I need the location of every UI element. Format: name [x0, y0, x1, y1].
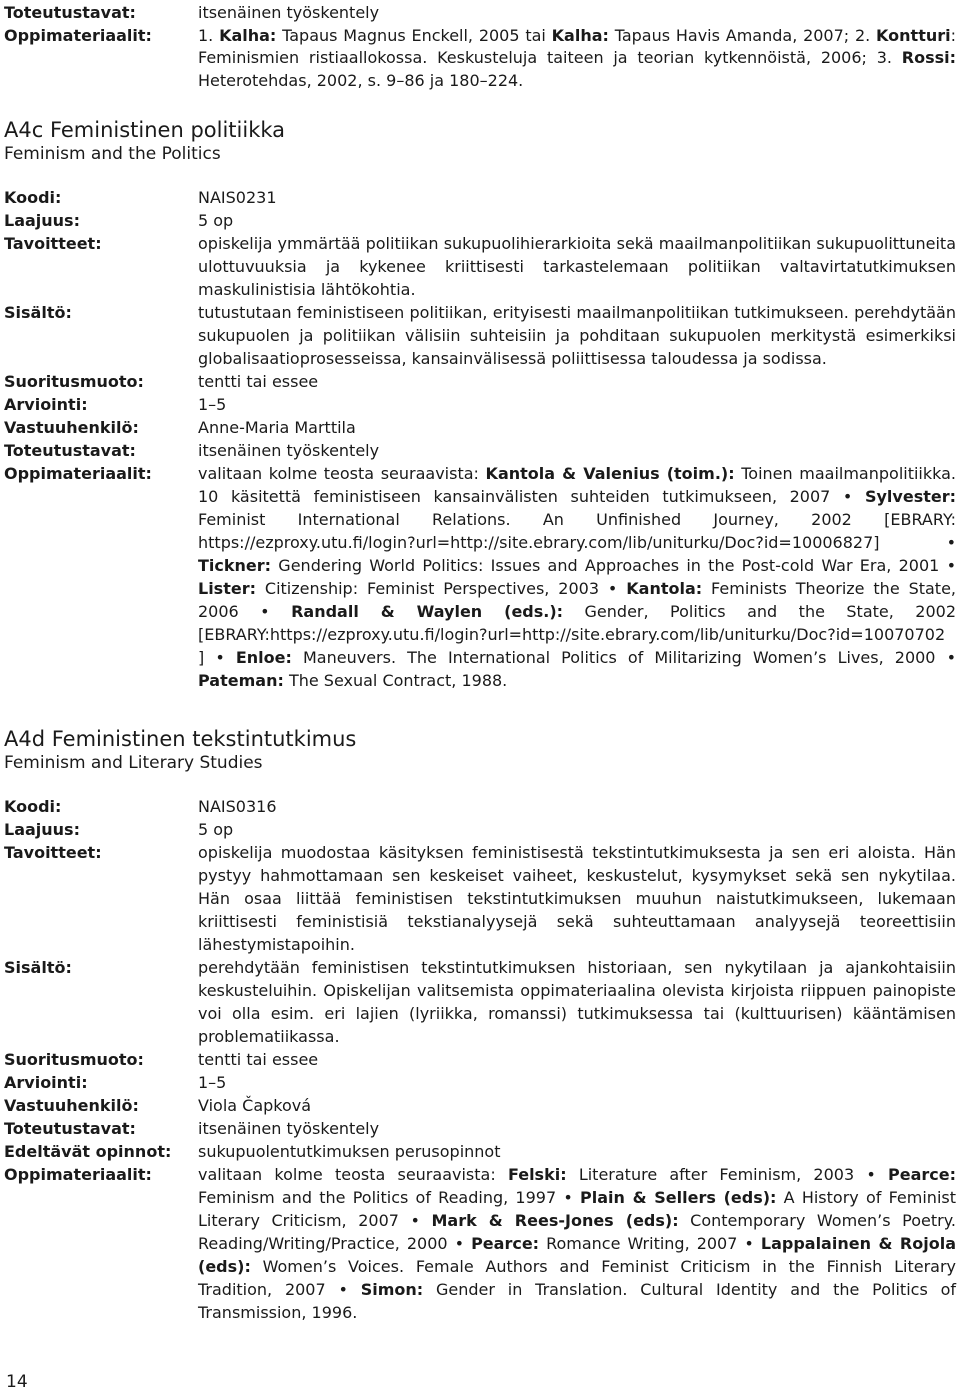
field-value: [198, 2, 956, 25]
field-label: Vastuuhenkilö:: [4, 418, 139, 437]
author-name: Lappalainen & Rojola (eds):: [198, 1234, 956, 1276]
text-run: Tapaus Magnus Enckell, 2005 tai: [276, 25, 552, 45]
field-label: Tavoitteet:: [4, 843, 102, 862]
field-value: [198, 393, 956, 416]
course-subtitle: Feminism and Literary Studies: [4, 753, 263, 773]
field-label: Edeltävät opinnot:: [4, 1142, 172, 1161]
field-label: Arviointi:: [4, 395, 88, 414]
text-run: itsenäinen työskentely: [198, 441, 380, 460]
text-run: 1.: [198, 25, 220, 45]
field-value: [198, 25, 956, 93]
page-number: 14: [6, 1372, 28, 1392]
text-run: Gender in Translation. Cultural Identity and the Politics of Transmission, 1996.: [198, 1280, 957, 1322]
field-label: Sisältö:: [4, 958, 72, 977]
text-run: Feminist International Relations. An Unfinished Journey, 2002 [EBRARY: https://ezproxy.utu.fi/login?url=http://site.ebrary.com/lib/uniturku/Doc?id=10006827] •: [198, 510, 956, 552]
text-run: perehdytään feministisen tekstintutkimuksen historiaan, sen nykytilaan ja ajankohtaisiin keskusteluihin. Opiskelijan valitsemista oppimateriaalina olevista kirjoista riippuen painopiste voi olla esim. eri lajien (lyriikka, romanssi) tutkimuksessa tai (kulttuurisen) kääntämisen problematiikassa.: [198, 958, 956, 1046]
text-run: Gendering World Politics: Issues and Approaches in the Post-cold War Era, 2001 •: [271, 556, 956, 575]
text-run: valitaan kolme teosta seuraavista:: [198, 1165, 508, 1184]
text-run: 1–5: [198, 395, 227, 414]
text-run: Anne-Maria Marttila: [198, 418, 356, 437]
field-row: [4, 393, 956, 416]
author-name: Rossi:: [901, 48, 956, 67]
field-value: [198, 956, 956, 1048]
text-run: NAIS0316: [198, 797, 277, 816]
text-run: NAIS0231: [198, 188, 277, 207]
field-label: Suoritusmuoto:: [4, 1050, 144, 1069]
text-run: opiskelija muodostaa käsityksen feministisestä tekstintutkimuksesta ja sen eri aloista. Hän pystyy hahmottamaan sen keskeiset vaiheet, keskustelut, kysymykset sekä sen nykytilaa. Hän osaa liittää feministisen tekstintutkimuksen muuhun naistutkimukseen, lukemaan kriittisesti feministisiä tekstianalyysejä sekä suhteuttamaan analyysejä teoreettisiin lähestymistapoihin.: [198, 843, 956, 954]
field-value: [198, 1094, 956, 1117]
field-row: [4, 2, 956, 25]
field-label: Toteutustavat:: [4, 1119, 136, 1138]
author-name: Kontturi: [876, 25, 951, 45]
field-row: [4, 1163, 956, 1324]
previous-course-tail: [4, 2, 956, 92]
author-name: Kalha:: [551, 25, 609, 45]
text-run: Feminism and the Politics of Reading, 1997 •: [198, 1188, 581, 1207]
field-row: [4, 818, 956, 841]
text-run: : Feminismien ristiaallokossa. Keskusteluja taiteen ja teorian kytkennöistä, 2006; 3.: [198, 25, 956, 67]
course-subtitle: Feminism and the Politics: [4, 144, 221, 164]
text-run: 5 op: [198, 211, 234, 230]
text-run: tentti tai essee: [198, 372, 319, 391]
field-value: [198, 370, 956, 393]
field-value: [198, 209, 956, 232]
field-value: [198, 818, 956, 841]
field-row: [4, 232, 956, 301]
field-label: Laajuus:: [4, 820, 80, 839]
text-run: opiskelija ymmärtää politiikan sukupuolihierarkioita sekä maailmanpolitiikan sukupuolittuneita ulottuvuuksia ja kykenee kriittisesti tarkastelemaan politiikan valtavirtatutkimuksen maskulinistisia lähtökohtia.: [198, 234, 956, 299]
text-run: The Sexual Contract, 1988.: [283, 671, 508, 690]
text-run: A History of Feminist Literary Criticism, 2007 •: [198, 1188, 956, 1230]
text-run: Literature after Feminism, 2003 •: [566, 1165, 889, 1184]
author-name: Pearce:: [471, 1234, 540, 1253]
field-value: [198, 1071, 956, 1094]
text-run: Contemporary Women’s Poetry. Reading/Writing/Practice, 2000 •: [198, 1211, 956, 1253]
field-row: [4, 1094, 956, 1117]
field-value: [198, 416, 956, 439]
text-run: Maneuvers. The International Politics of Militarizing Women’s Lives, 2000 •: [291, 648, 957, 667]
field-row: [4, 439, 956, 462]
field-label: Oppimateriaalit:: [4, 464, 152, 483]
text-run: sukupuolentutkimuksen perusopinnot: [198, 1142, 501, 1161]
field-label: Arviointi:: [4, 1073, 88, 1092]
field-label: Vastuuhenkilö:: [4, 1096, 139, 1115]
author-name: Lister:: [198, 579, 256, 598]
text-run: Toinen maailmanpolitiikka. 10 käsitettä feministiseen kansainvälisten suhteiden tutkimukseen, 2007 •: [198, 464, 957, 506]
field-value: [198, 186, 956, 209]
author-name: Mark & Rees-Jones (eds):: [431, 1211, 679, 1230]
field-label: Oppimateriaalit:: [4, 25, 152, 45]
text-run: itsenäinen työskentely: [198, 3, 380, 22]
field-label: Laajuus:: [4, 211, 80, 230]
author-name: Plain & Sellers (eds):: [580, 1188, 777, 1207]
author-name: Kalha:: [219, 25, 277, 45]
author-name: Randall & Waylen (eds.):: [291, 602, 564, 621]
field-value: [198, 232, 956, 301]
field-label: Tavoitteet:: [4, 234, 102, 253]
course-title: A4c Feministinen politiikka: [4, 118, 286, 142]
author-name: Tickner:: [198, 556, 272, 575]
text-run: valitaan kolme teosta seuraavista:: [198, 464, 486, 483]
field-row: [4, 956, 956, 1048]
field-value: [198, 1117, 956, 1140]
field-row: [4, 1140, 956, 1163]
field-row: [4, 416, 956, 439]
author-name: Enloe:: [235, 648, 292, 667]
field-value: [198, 841, 956, 956]
field-value: [198, 301, 956, 370]
course-a4d: [4, 726, 956, 1324]
field-list: [4, 2, 956, 92]
field-row: [4, 1117, 956, 1140]
field-label: Suoritusmuoto:: [4, 372, 144, 391]
field-value: [198, 439, 956, 462]
field-value: [198, 462, 956, 692]
course-title: A4d Feministinen tekstintutkimus: [4, 727, 357, 751]
field-label: Koodi:: [4, 188, 62, 207]
field-value: [198, 1140, 956, 1163]
author-name: Felski:: [507, 1165, 567, 1184]
text-run: Feminists Theorize the State, 2006 •: [198, 579, 957, 621]
text-run: 5 op: [198, 820, 234, 839]
field-value: [198, 1163, 956, 1324]
field-label: Koodi:: [4, 797, 62, 816]
text-run: Gender, Politics and the State, 2002 [EBRARY:https://ezproxy.utu.fi/login?url=http://site.ebrary.com/lib/uniturku/Doc?id=10070702 ] •: [198, 602, 956, 667]
field-row: [4, 186, 956, 209]
text-run: 1–5: [198, 1073, 227, 1092]
field-label: Oppimateriaalit:: [4, 1165, 152, 1184]
text-run: itsenäinen työskentely: [198, 1119, 380, 1138]
text-run: Viola Čapková: [198, 1096, 312, 1115]
field-row: [4, 1048, 956, 1071]
text-run: Tapaus Havis Amanda, 2007; 2.: [608, 25, 877, 45]
text-run: Citizenship: Feminist Perspectives, 2003 •: [256, 579, 627, 598]
field-value: [198, 1048, 956, 1071]
author-name: Pateman:: [198, 671, 284, 690]
field-list: [4, 186, 956, 692]
field-row: [4, 301, 956, 370]
field-list: [4, 795, 956, 1324]
field-value: [198, 795, 956, 818]
field-label: Toteutustavat:: [4, 3, 136, 22]
field-label: Sisältö:: [4, 303, 72, 322]
author-name: Kantola:: [626, 579, 703, 598]
text-run: tutustutaan feministiseen politiikan, erityisesti maailmanpolitiikan tutkimukseen. perehdytään sukupuolen ja politiikan välisiin suhteisiin ja pohditaan sukupuolen merkitystä esimerkiksi globalisaatioprosesseissa, kansainvälisessä poliittisessa taloudessa ja sodissa.: [198, 303, 956, 368]
field-row: [4, 25, 956, 93]
author-name: Pearce:: [888, 1165, 957, 1184]
field-row: [4, 370, 956, 393]
author-name: Sylvester:: [864, 487, 956, 506]
author-name: Simon:: [360, 1280, 424, 1299]
field-label: Toteutustavat:: [4, 441, 136, 460]
field-row: [4, 209, 956, 232]
field-row: [4, 841, 956, 956]
field-row: [4, 795, 956, 818]
text-run: Heterotehdas, 2002, s. 9–86 ja 180–224.: [198, 70, 524, 90]
text-run: Women’s Voices. Female Authors and Feminist Criticism in the Finnish Literary Tradition, 2007 •: [198, 1257, 956, 1299]
text-run: Romance Writing, 2007 •: [539, 1234, 761, 1253]
field-row: [4, 462, 956, 692]
field-row: [4, 1071, 956, 1094]
author-name: Kantola & Valenius (toim.):: [485, 464, 735, 483]
course-a4c: [4, 117, 956, 692]
text-run: tentti tai essee: [198, 1050, 319, 1069]
